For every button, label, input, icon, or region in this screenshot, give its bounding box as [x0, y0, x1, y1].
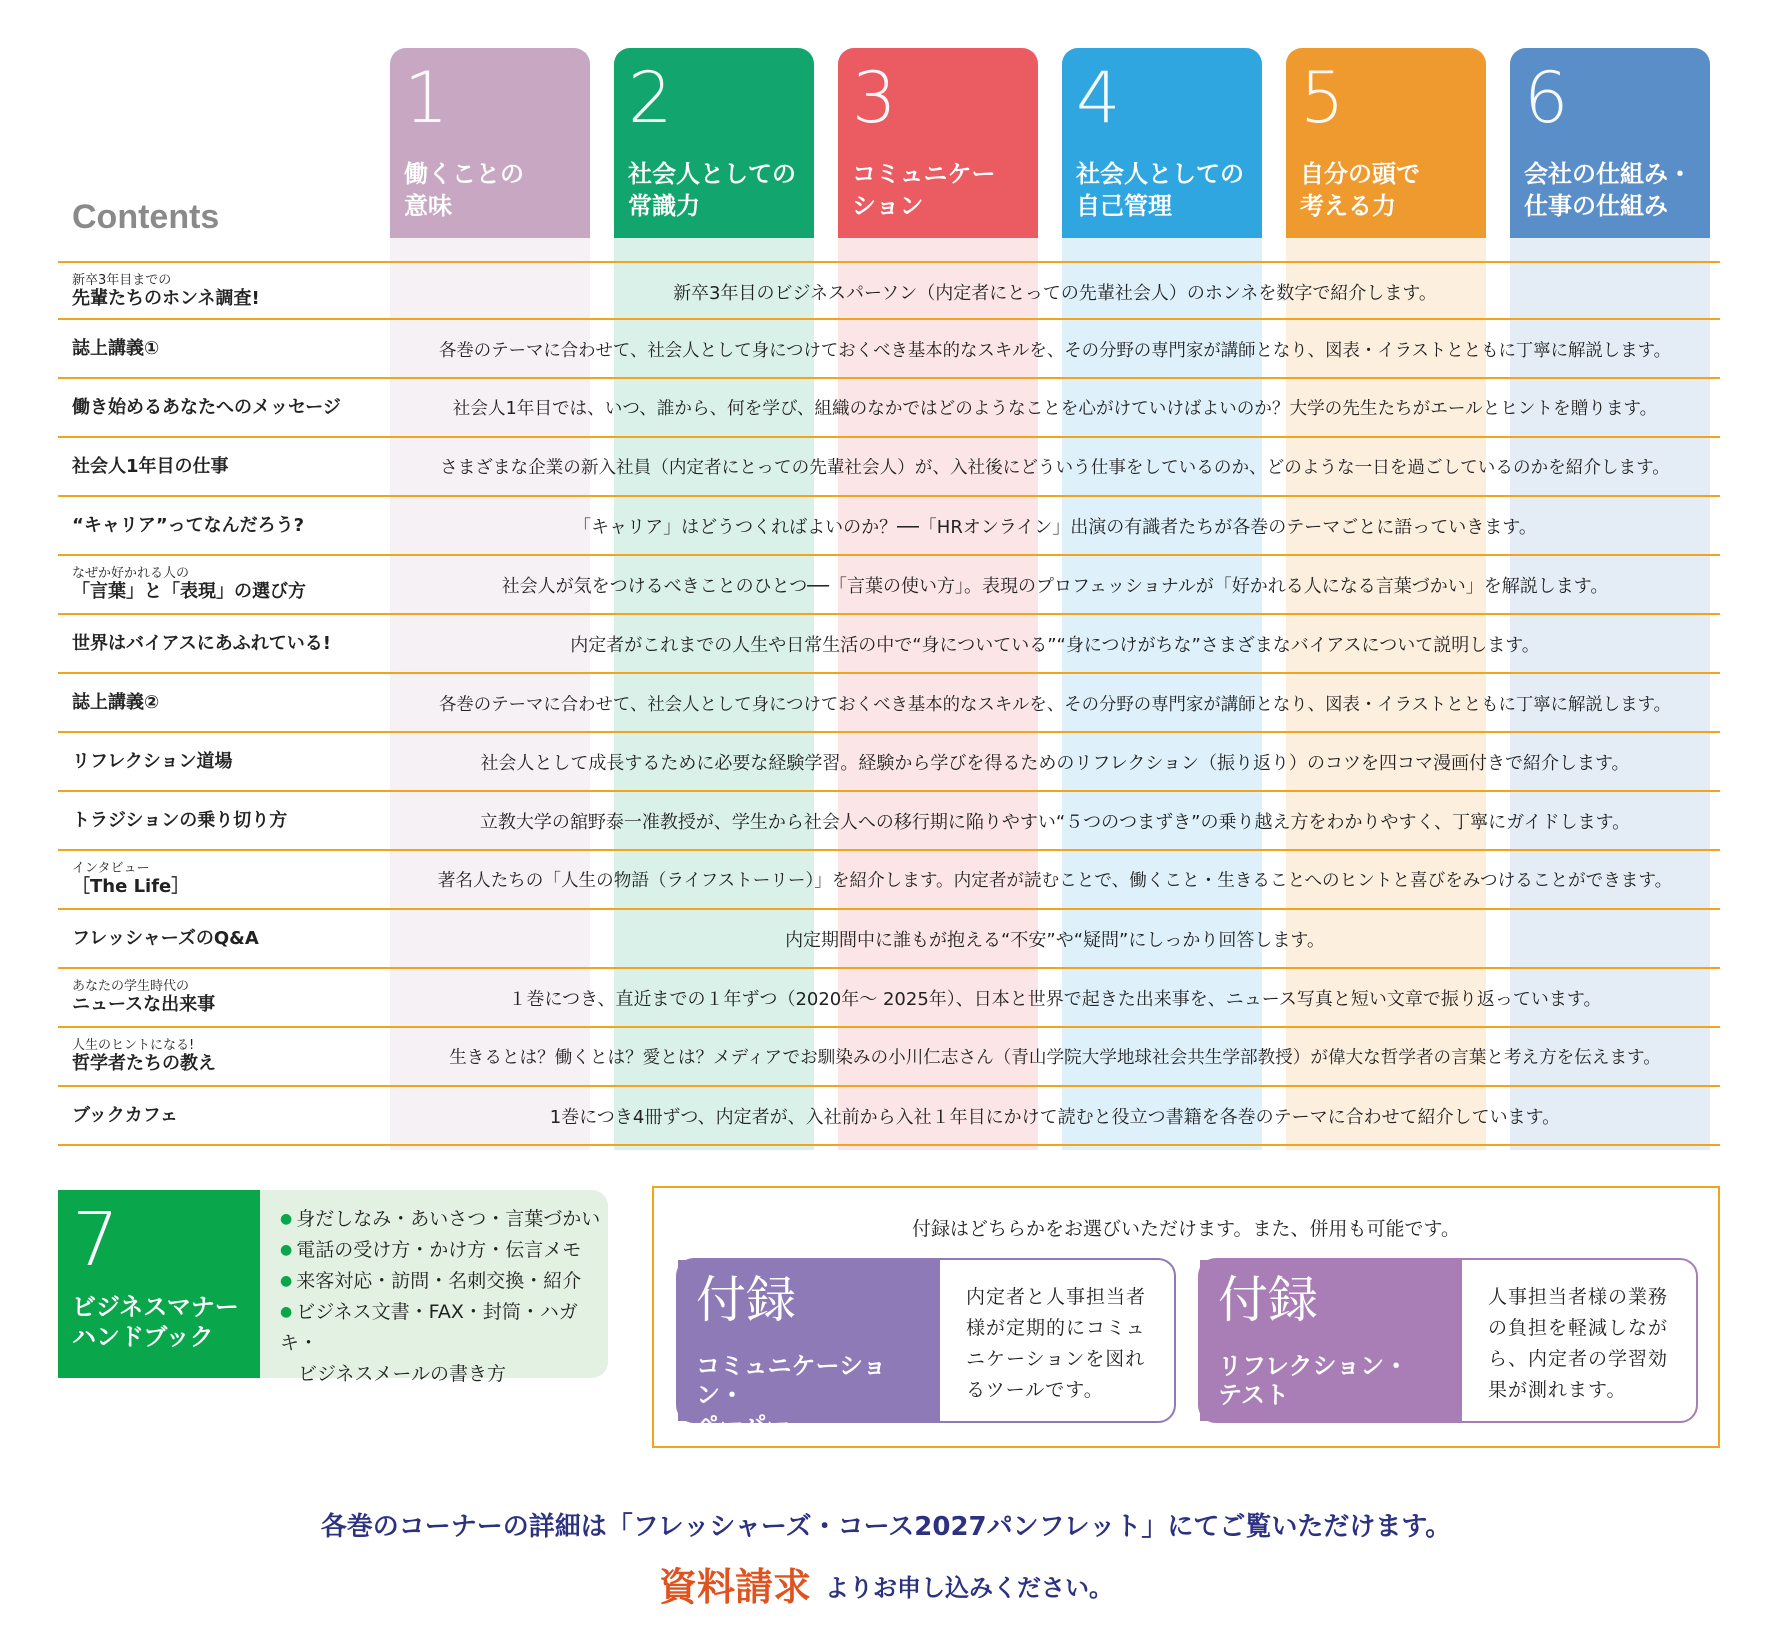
row-label: インタビュー ［The Life］ — [72, 861, 190, 897]
row-description: 立教大学の舘野泰一准教授が、学生から社会人への移行期に陥りやすい“５つのつまずき”の乗り越え方をわかりやすく、丁寧にガイドします。 — [479, 811, 1631, 833]
row-label: 誌上講義② — [72, 691, 160, 713]
volume-header-2[interactable] — [614, 48, 814, 238]
row-label: リフレクション道場 — [72, 750, 233, 772]
supplement-card-communication[interactable] — [676, 1258, 1176, 1438]
supplements-note: 付録はどちらかをお選びいただけます。また、併用も可能です。 — [912, 1218, 1460, 1240]
row-label: トラジションの乗り切り方 — [72, 809, 288, 831]
supplement-label: 付録 — [1218, 1271, 1318, 1329]
table-row — [58, 1028, 1720, 1087]
table-row — [58, 379, 1720, 438]
volume-7-header — [58, 1190, 260, 1378]
volume-header-3[interactable] — [838, 48, 1038, 238]
volume-header-5[interactable] — [1286, 48, 1486, 238]
volume-title: 社会人としての 常識力 — [628, 160, 796, 220]
row-description: 各巻のテーマに合わせて、社会人として身につけておくべき基本的なスキルを、その分野の専門家が講師となり、図表・イラストとともに丁寧に解説します。 — [439, 341, 1671, 361]
supplement-description: 内定者と人事担当者様が定期的にコミュニケーションを図れるツールです。 — [966, 1286, 1147, 1401]
row-description: 1巻につき4冊ずつ、内定者が、入社前から入社１年目にかけて読むと役立つ書籍を各巻のテーマに合わせて紹介しています。 — [549, 1106, 1561, 1128]
row-description: 内定期間中に誰もが抱える“不安”や“疑問”にしっかり回答します。 — [785, 929, 1325, 951]
table-row — [58, 792, 1720, 851]
document-request-link[interactable]: 資料請求 — [658, 1565, 811, 1609]
volume-7-panel[interactable] — [58, 1190, 608, 1385]
volume-number: 7 — [72, 1197, 120, 1283]
row-label: ブックカフェ — [72, 1104, 178, 1126]
volume-header-1[interactable] — [390, 48, 590, 238]
list-item: ● 身だしなみ・あいさつ・言葉づかい — [280, 1204, 608, 1235]
volume-7-list — [280, 1204, 608, 1390]
row-label: “キャリア”ってなんだろう? — [72, 514, 305, 536]
row-label: 人生のヒントになる! 哲学者たちの教え — [72, 1038, 216, 1074]
table-row — [58, 674, 1720, 733]
table-row — [58, 438, 1720, 497]
contents-table — [58, 261, 1720, 1146]
supplement-label: 付録 — [696, 1271, 796, 1329]
row-label: 世界はバイアスにあふれている! — [72, 632, 331, 654]
supplement-card-reflection[interactable] — [1198, 1258, 1698, 1423]
row-label: あなたの学生時代の ニュースな出来事 — [72, 979, 216, 1015]
footer-note: 各巻のコーナーの詳細は「フレッシャーズ・コース2027パンフレット」にてご覧いただけます。 — [320, 1512, 1452, 1542]
supplements-box — [652, 1186, 1720, 1448]
supplement-card-header — [1200, 1260, 1462, 1421]
row-label: 社会人1年目の仕事 — [72, 455, 229, 477]
table-row — [58, 615, 1720, 674]
volume-number: 5 — [1300, 57, 1345, 139]
volume-number: 1 — [404, 57, 449, 139]
row-description: 社会人として成長するために必要な経験学習。経験から学びを得るためのリフレクション（振り返り）のコツを四コマ漫画付きで紹介します。 — [480, 752, 1630, 774]
table-row — [58, 320, 1720, 379]
row-label: 新卒3年目までの 先輩たちのホンネ調査! — [72, 273, 260, 309]
volume-title: ビジネスマナー ハンドブック — [72, 1293, 239, 1351]
list-item: ● ビジネス文書・FAX・封筒・ハガキ・ — [280, 1297, 608, 1359]
volume-number: 2 — [628, 57, 673, 139]
row-label: なぜか好かれる人の 「言葉」と「表現」の選び方 — [72, 566, 306, 602]
list-item: ● 電話の受け方・かけ方・伝言メモ — [280, 1235, 608, 1266]
row-label: 誌上講義① — [72, 337, 160, 359]
volume-title: 働くことの 意味 — [404, 160, 524, 220]
row-description: 著名人たちの「人生の物語（ライフストーリー）」を紹介します。内定者が読むことで、働くこと・生きることへのヒントと喜びをみつけることができます。 — [437, 871, 1673, 891]
volume-title: 会社の仕組み・ 仕事の仕組み — [1524, 160, 1692, 220]
volume-title: 自分の頭で 考える力 — [1300, 160, 1420, 220]
supplement-card-header — [678, 1260, 940, 1438]
table-row — [58, 733, 1720, 792]
supplement-description: 人事担当者様の業務の負担を軽減しながら、内定者の学習効果が測れます。 — [1488, 1286, 1669, 1401]
volume-number: 4 — [1076, 57, 1121, 139]
table-row — [58, 969, 1720, 1028]
volume-title: コミュニケー ション — [852, 160, 996, 220]
volume-header-6[interactable] — [1510, 48, 1710, 238]
table-row — [58, 497, 1720, 556]
row-description: 内定者がこれまでの人生や日常生活の中で“身についている”“身につけがちな”さまざまなバイアスについて説明します。 — [570, 634, 1540, 656]
row-label: フレッシャーズのQ&A — [72, 927, 259, 949]
volume-number: 6 — [1524, 57, 1569, 139]
table-row — [58, 1087, 1720, 1146]
row-description: 社会人1年目では、いつ、誰から、何を学び、組織のなかではどのようなことを心がけていけばよいのか？大学の先生たちがエールとヒントを贈ります。 — [452, 399, 1658, 419]
supplement-name: コミュニケーション・ ペーパー — [696, 1352, 887, 1438]
list-item: ● 来客対応・訪問・名刺交換・紹介 — [280, 1266, 608, 1297]
volume-header-4[interactable] — [1062, 48, 1262, 238]
row-description: 生きるとは？働くとは？愛とは？メディアでお馴染みの小川仁志さん（青山学院大学地球社会共生学部教授）が偉大な哲学者の言葉と考え方を伝えます。 — [449, 1048, 1661, 1068]
footer-request — [0, 1556, 1772, 1611]
row-description: 各巻のテーマに合わせて、社会人として身につけておくべき基本的なスキルを、その分野の専門家が講師となり、図表・イラストとともに丁寧に解説します。 — [439, 695, 1671, 715]
row-description: さまざまな企業の新入社員（内定者にとっての先輩社会人）が、入社後にどういう仕事をしているのか、どのような一日を過ごしているのかを紹介します。 — [440, 458, 1670, 478]
table-row — [58, 851, 1720, 910]
volume-title: 社会人としての 自己管理 — [1076, 160, 1244, 220]
row-description: 新卒3年目のビジネスパーソン（内定者にとっての先輩社会人）のホンネを数字で紹介します。 — [673, 282, 1437, 304]
footer-request-text: よりお申し込みください。 — [825, 1574, 1113, 1602]
table-row — [58, 261, 1720, 320]
list-item-continued: ビジネスメールの書き方 — [298, 1363, 507, 1385]
volume-number: 3 — [852, 57, 897, 139]
table-row — [58, 556, 1720, 615]
supplement-name: リフレクション・ テスト — [1218, 1352, 1409, 1409]
row-label: 働き始めるあなたへのメッセージ — [72, 396, 341, 418]
contents-heading: Contents — [72, 198, 220, 236]
row-description: １巻につき、直近までの１年ずつ（2020年～ 2025年）、日本と世界で起きた出来事を、ニュース写真と短い文章で振り返っています。 — [508, 988, 1602, 1010]
row-description: 社会人が気をつけるべきことのひとつ──「言葉の使い方」。表現のプロフェッショナルが「好かれる人になる言葉づかい」を解説します。 — [501, 575, 1609, 597]
table-row — [58, 910, 1720, 969]
row-description: 「キャリア」はどうつくればよいのか？──「HRオンライン」出演の有識者たちが各巻のテーマごとに語っていきます。 — [573, 516, 1537, 538]
